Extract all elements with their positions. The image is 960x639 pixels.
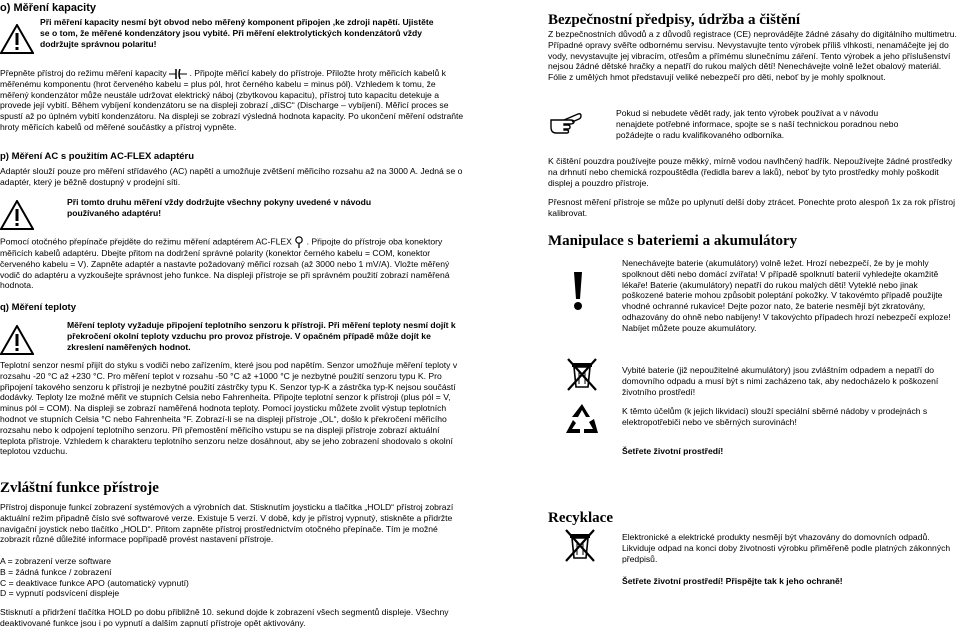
- special-functions-heading: Zvláštní funkce přístroje: [0, 480, 159, 496]
- safety-heading: Bezpečnostní předpisy, údržba a čištění: [548, 12, 801, 28]
- recycling-heading: Recyklace: [548, 510, 613, 526]
- temperature-instructions: Teplotní senzor nesmí přijít do styku s vodiči nebo zařízením, které jsou pod napětím. Senzor umožňuje měření teploty v rozsahu -20 °C až +230 °C. Pro měření teplot v rozsahu -50 °C až +1000 °C je nezbytné použití senzoru typu K. Pro připojení takového senzoru k přístroji je nezbytné použití zástrčky typu K. Senzor typ-K a zástrčka typ-K nejsou součástí dodávky. Teploty lze možné měřit ve stupních Celsia nebo Fahrenheita. Připojte teplotní senzor k přístroji (plus pól = V, minus pól = COM). Na displeji se zobrazí naměřená hodnota teploty. Pomocí joysticku můžete zvolit výstup teplotních hodnot ve stupních Celsia °C nebo Fahrenheita °F. Zobrazí-li se na displeji přístroje „OL“, došlo k překročení měřicího rozsahu nebo k odpojení teplotního senzoru. Při přemostění měřicího vstupu se na displeji přístroje zobrazí aktuální teplota přístroje. Vzhledem k charakteru teplotního senzoru nelze dosáhnout, aby se jeho zobrazení shodovalo s okolní teplotou vzduchu.: [0, 360, 458, 457]
- list-item: C = deaktivace funkce APO (automatický vypnutí): [0, 577, 189, 588]
- batteries-heading: Manipulace s bateriemi a akumulátory: [548, 233, 798, 249]
- acflex-text-b: . Připojte do přístroje oba konektory měřicích kabelů adaptéru. Dbejte přitom na dodržení správné polarity (konektor černého kabelu = COM, konektor červeného kabelu = V). Zapněte adaptér a nastavte požadovaný měřicí rozsah (až 3000 nebo 1 mV/A). Vložte měřený vodič do adaptéru a vyzkoušejte správnost jeho funkce. Na displeji přístroje se při správném použití zobrazí naměřená hodnota.: [0, 236, 450, 291]
- batteries-warning-text: Nenechávejte baterie (akumulátory) volně ležet. Hrozí nebezpečí, že by je mohly spolknout děti nebo domácí zvířata! V případě spolknutí baterií vyhledejte okamžitě lékaře! Baterie (akumulátory) nepatří do rukou malých dětí! Vyteklé nebo jinak poškozené baterie mohou způsobit poleptání pokožky. V takovémto případě použijte vhodné ochranné rukavice! Dejte pozor nato, že baterie nesmějí být zkratovány, odhazovány do ohně nebo nabíjeny! V takovýchto případech hrozí nebezpečí exploze! Nabíjet můžete pouze akumulátory.: [622, 258, 951, 333]
- capacity-symbol-icon: [169, 69, 187, 79]
- special-functions-hold: Stisknutí a přidržení tlačítka HOLD po dobu přibližně 10. sekund dojde k zobrazení všech segmentů displeje. Všechny deaktivované funkce jsou i po vypnutí a dalším zapnutí přístroje opět aktivovány.: [0, 607, 449, 628]
- warning-triangle-icon: [0, 24, 42, 60]
- section-o-title: o) Měření kapacity: [0, 2, 96, 14]
- special-functions-text: Přístroj disponuje funkcí zobrazení systémových a výrobních dat. Stisknutím joysticku a tlačítka „HOLD“ přístroj zobrazí aktuální režim připadně číslo své softwarové verze. Existuje 5 verzí. V době, kdy je přístroj vypnutý, stiskněte a přidržte navigační joystick nebo tlačítko „HOLD“. Přitom zapněte přístroj prostřednictvím otočného přepínače. Tím je možné zobrazit různé důležité informace popřípadě provést nastavení přístroje.: [0, 502, 454, 545]
- acflex-warning: Při tomto druhu měření vždy dodržujte všechny pokyny uvedené v návodu používaného adaptéru!: [67, 197, 372, 218]
- ac-flex-symbol-icon: [294, 236, 304, 248]
- capacity-text-a: Přepněte přístroj do režimu měření kapacity: [0, 68, 167, 78]
- warning-triangle-icon: [0, 325, 42, 361]
- temperature-warning: Měření teploty vyžaduje připojení teplotního senzoru k přístroji. Při měření teploty nesmí dojít k překročení okolní teploty vzduchu pro provoz přístroje. V opačném případě může dojít ke zkreslení naměřených hodnot.: [67, 320, 456, 352]
- list-item: A = zobrazení verze software: [0, 556, 112, 566]
- section-p-title: p) Měření AC s použitím AC-FLEX adaptéru: [0, 151, 195, 162]
- acflex-intro: Adaptér slouží pouze pro měření střídavého (AC) napětí a umožňuje zvětšení měřicího rozsahu až na 3000 A. Jedná se o adaptér, který je běžně dostupný v prodejní síti.: [0, 166, 463, 187]
- acflex-instructions: [0, 236, 466, 291]
- pointing-hand-icon: [550, 110, 582, 134]
- crossed-out-bin-icon: [566, 357, 598, 393]
- recycling-save-env: Šetřete životní prostředí! Přispějte tak k jeho ochraně!: [622, 576, 843, 586]
- batteries-collection-text: K těmto účelům (k jejich likvidaci) slouží speciální sběrné nádoby v prodejnách s elektropotřebiči nebo ve sběrných surovinách!: [622, 406, 928, 427]
- crossed-out-bin-icon: [564, 528, 596, 564]
- recycling-text: Elektronické a elektrické produkty nesmějí být vhazovány do domovních odpadů. Likviduje odpad na konci doby životnosti výrobku přiměřeně podle platných zákonných předpisů.: [622, 532, 951, 564]
- list-item: B = žádná funkce / zobrazení: [0, 566, 112, 577]
- batteries-save-env: Šetřete životní prostředí!: [622, 446, 724, 456]
- capacity-instructions: [0, 68, 464, 133]
- section-q-title: q) Měření teploty: [0, 302, 77, 313]
- list-item: D = vypnutí podsvícení displeje: [0, 588, 120, 599]
- calibration-text: Přesnost měření přístroje se může po uplynutí delší doby ztrácet. Ponechte proto alespoň 1x za rok přístroj kalibrovat.: [548, 197, 955, 218]
- cleaning-text: K čištění pouzdra používejte pouze měkký, mírně vodou navlhčený hadřík. Nepoužívejte žádné prostředky na drhnutí nebo chemická rozpouštědla (ředidla barev a laků), neboť by tyto prostředky mohly poškodit displej a pouzdro přístroje.: [548, 156, 953, 188]
- capacity-warning: Při měření kapacity nesmí být obvod nebo měřený komponent připojen ,ke zdroji napětí. Ujistěte se o tom, že měřené kondenzátory jsou vybité. Při měření elektrolytických kondenzátorů vždy dodržujte správnou polaritu!: [40, 17, 434, 49]
- capacity-text-b: . Připojte měřicí kabely do přístroje. Přiložte hroty měřicích kabelů k měřenému komponentu (hrot červeného kabelu = plus pól, hrot černého kabelu = minus pól). Vzhledem k tomu, že měřený kondenzátor může neustále udržovat elektrický náboj (zbytkovou kapacitu), přístroj tuto kapacitu detekuje a provede její vybití. Během vybíjení kondenzátoru se na displeji zobrazí „diSC“ (Discharge – vybíjení). Měřicí proces se spustí až po úplném vybití kondenzátoru. Na displeji se zobrazí výsledná hodnota kapacity. Po ukončení měření odstraňte hroty měřicích kabelů od měřené součástky a přístroj vypněte.: [0, 68, 464, 132]
- safety-text: Z bezpečnostních důvodů a z důvodů registrace (CE) neprovádějte žádné zásahy do digitálního multimetru. Případné opravy svěřte odbornému servisu. Nevystavujte tento výrobek příliš vlhkosti, nenamáčejte jej do vody, nevystavujte jej vibracím, otřesům a přímému slunečnímu záření. Tento výrobek a jeho příslušenství nejsou žádné dětské hračky a nepatří do rukou malých dětí! Nenechávejte volně ležet obalový materiál. Fólie z umělých hmot představují veliké nebezpečí pro děti, neboť by je mohly spolknout.: [548, 29, 957, 83]
- recycle-icon: [562, 402, 602, 436]
- warning-triangle-icon: [0, 200, 42, 236]
- acflex-text-a: Pomocí otočného přepínače přejděte do režimu měření adaptérem AC-FLEX: [0, 236, 292, 247]
- consult-note: Pokud si nebudete vědět rady, jak tento výrobek používat a v návodu nenajdete potřebné informace, spojte se s naší technickou poradnou nebo požádejte o radu kvalifikovaného odborníka.: [616, 108, 899, 140]
- special-functions-list: [0, 556, 400, 599]
- exclamation-mark-icon: [570, 272, 586, 312]
- batteries-disposal-text: Vybité baterie (již nepoužitelné akumulátory) jsou zvláštním odpadem a nepatří do domovního odpadu a musí být s nimi zacházeno tak, aby nedocházelo k poškození životního prostředí!: [622, 365, 939, 397]
